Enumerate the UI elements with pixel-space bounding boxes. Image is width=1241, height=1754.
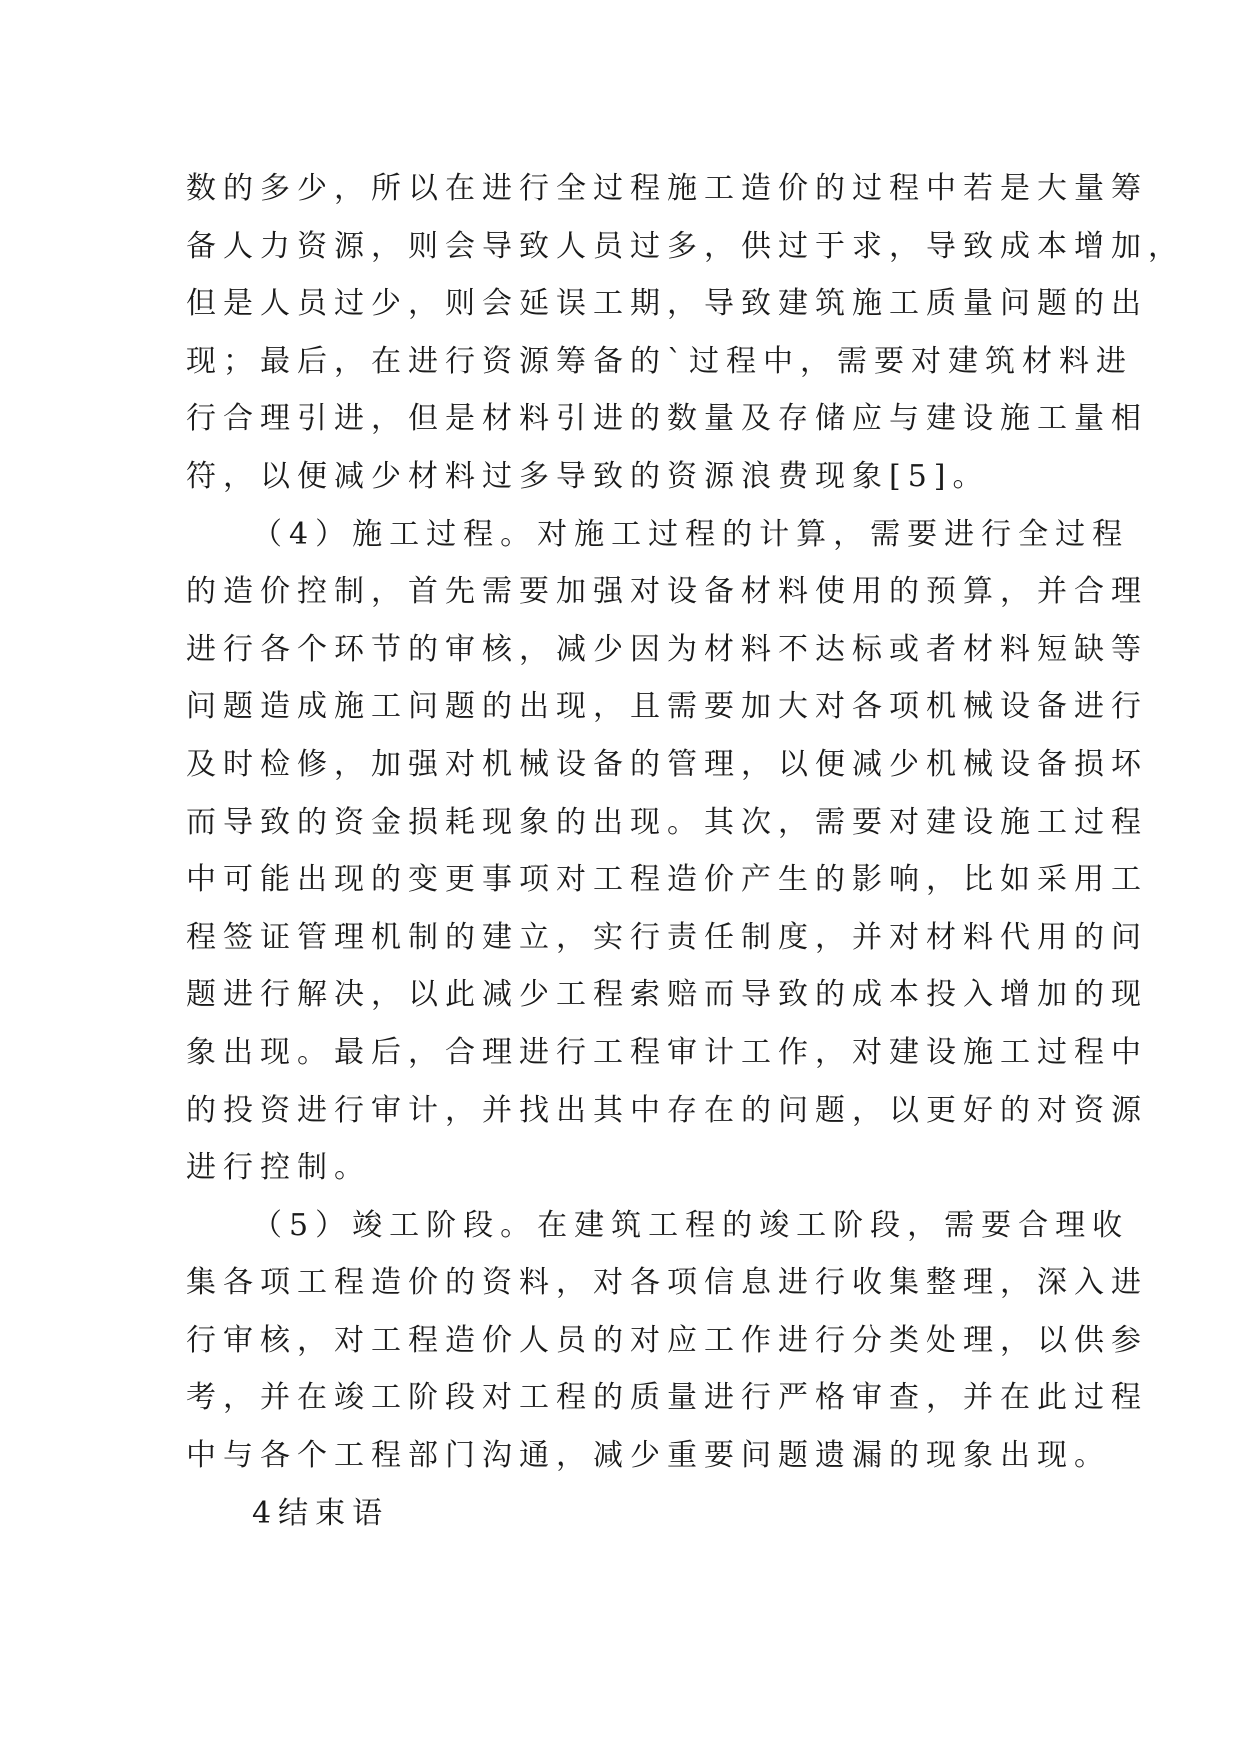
text-line: 题进行解决，以此减少工程索赔而导致的成本投入增加的现 <box>186 977 1148 1013</box>
text-line: 中与各个工程部门沟通，减少重要问题遗漏的现象出现。 <box>186 1438 1111 1474</box>
text-line: 及时检修，加强对机械设备的管理，以便减少机械设备损坏 <box>186 746 1148 782</box>
text-line: （5）竣工阶段。在建筑工程的竣工阶段，需要合理收 <box>252 1207 1130 1243</box>
text-line: 进行控制。 <box>186 1150 371 1186</box>
text-line: 程签证管理机制的建立，实行责任制度，并对材料代用的问 <box>186 919 1148 955</box>
text-line: （4）施工过程。对施工过程的计算，需要进行全过程 <box>252 516 1130 552</box>
text-line: 的造价控制，首先需要加强对设备材料使用的预算，并合理 <box>186 574 1148 610</box>
text-line: 考，并在竣工阶段对工程的质量进行严格审查，并在此过程 <box>186 1380 1148 1416</box>
text-line: 中可能出现的变更事项对工程造价产生的影响，比如采用工 <box>186 862 1148 898</box>
text-line: 而导致的资金损耗现象的出现。其次，需要对建设施工过程 <box>186 804 1148 840</box>
text-line: 的投资进行审计，并找出其中存在的问题，以更好的对资源 <box>186 1092 1148 1128</box>
section-heading: 4结束语 <box>252 1495 390 1531</box>
text-line: 行审核，对工程造价人员的对应工作进行分类处理，以供参 <box>186 1322 1148 1358</box>
text-line: 现；最后，在进行资源筹备的`过程中，需要对建筑材料进 <box>186 343 1133 379</box>
text-line: 进行各个环节的审核，减少因为材料不达标或者材料短缺等 <box>186 631 1148 667</box>
text-line: 备人力资源，则会导致人员过多，供过于求，导致成本增加， <box>186 228 1185 264</box>
text-line: 数的多少，所以在进行全过程施工造价的过程中若是大量筹 <box>186 171 1148 206</box>
text-line: 但是人员过少，则会延误工期，导致建筑施工质量问题的出 <box>186 286 1148 322</box>
text-line: 问题造成施工问题的出现，且需要加大对各项机械设备进行 <box>186 689 1148 725</box>
text-line: 行合理引进，但是材料引进的数量及存储应与建设施工量相 <box>186 401 1148 437</box>
text-line: 象出现。最后，合理进行工程审计工作，对建设施工过程中 <box>186 1034 1148 1070</box>
paragraph-completion-stage <box>186 1197 1148 1485</box>
text-line: 集各项工程造价的资料，对各项信息进行收集整理，深入进 <box>186 1265 1148 1301</box>
paragraph-resource-preparation <box>186 160 1185 506</box>
paragraph-construction-process <box>186 506 1148 1197</box>
text-line: 符，以便减少材料过多导致的资源浪费现象[5]。 <box>186 458 990 494</box>
document-body <box>186 160 1185 1542</box>
